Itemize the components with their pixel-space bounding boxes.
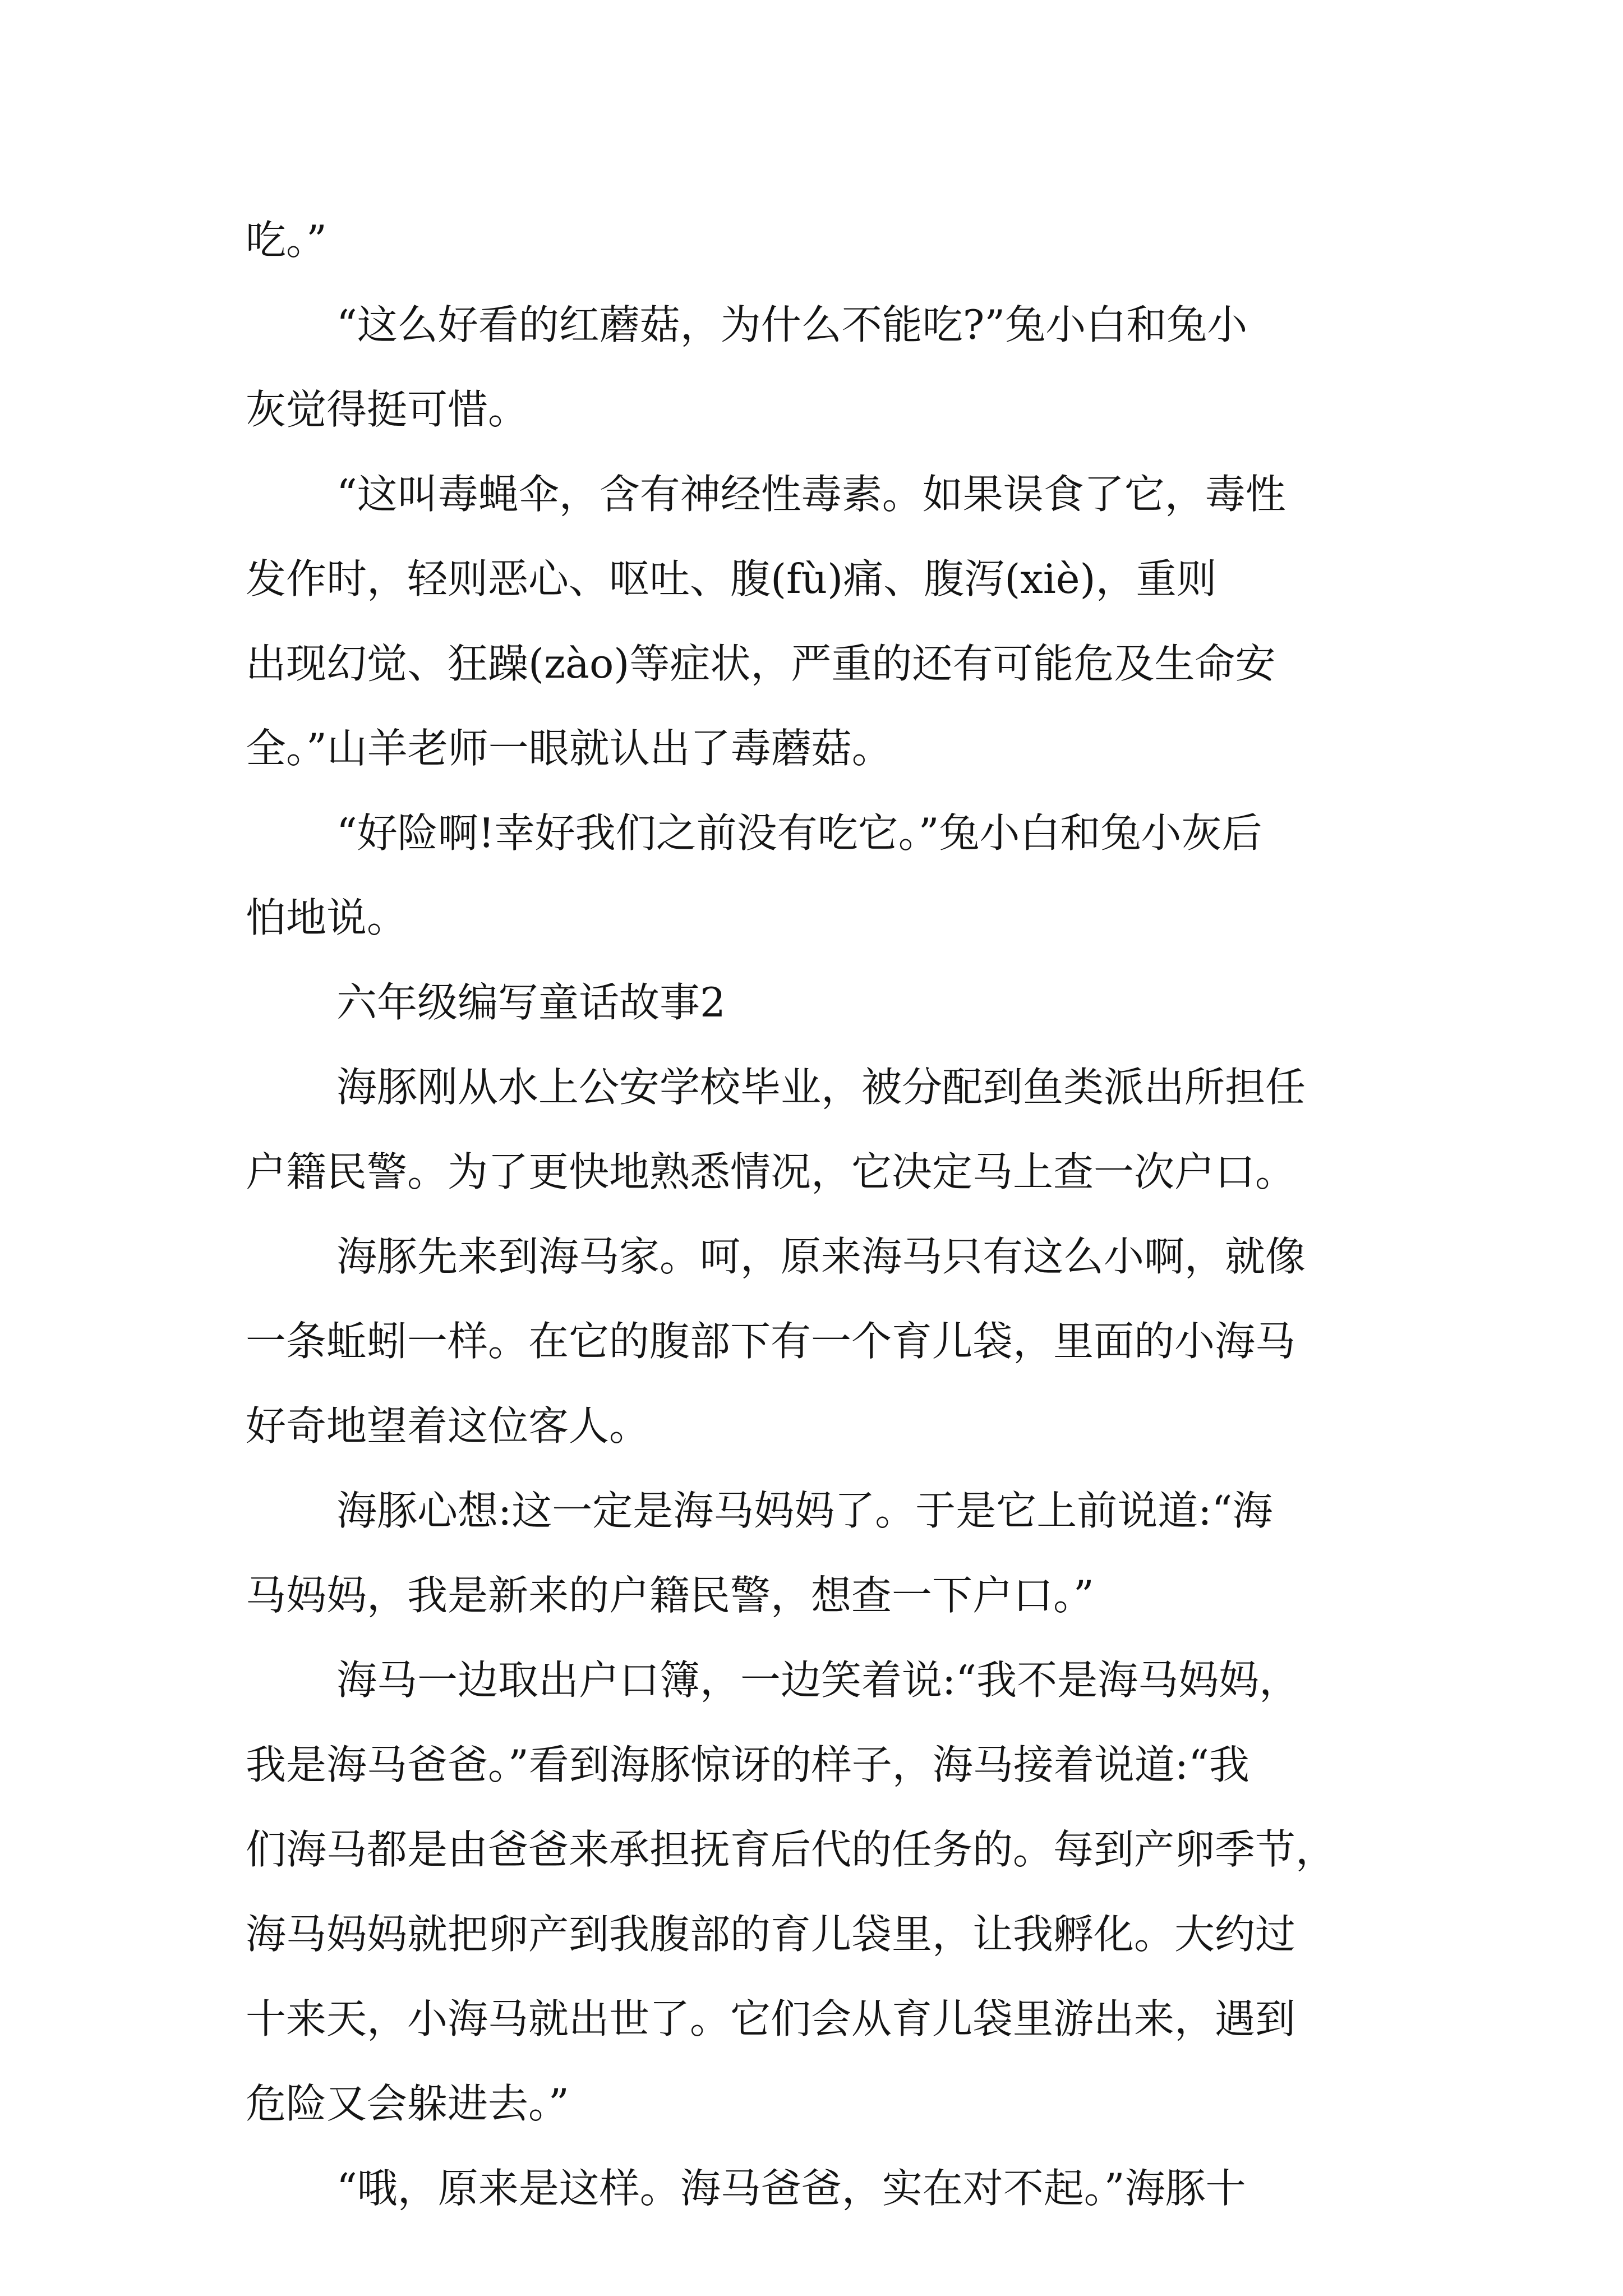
text-line-19: 我是海马爸爸。”看到海豚惊讶的样子，海马接着说道:“我 bbox=[246, 1741, 1249, 1788]
text-line-3: 灰觉得挺可惜。 bbox=[246, 386, 529, 433]
text-line-20: 们海马都是由爸爸来承担抚育后代的任务的。每到产卵季节， bbox=[246, 1826, 1336, 1873]
text-line-2: “这么好看的红蘑菇，为什么不能吃?”兔小白和兔小 bbox=[336, 301, 1248, 348]
text-line-24: “哦，原来是这样。海马爸爸，实在对不起。”海豚十 bbox=[336, 2165, 1246, 2212]
text-line-7: 全。”山羊老师一眼就认出了毒蘑菇。 bbox=[246, 725, 892, 772]
text-line-1: 吃。” bbox=[246, 217, 327, 264]
text-line-13: 海豚先来到海马家。呵，原来海马只有这么小啊，就像 bbox=[336, 1233, 1306, 1280]
text-line-21: 海马妈妈就把卵产到我腹部的育儿袋里，让我孵化。大约过 bbox=[246, 1911, 1296, 1958]
text-line-12: 户籍民警。为了更快地熟悉情况，它决定马上查一次户口。 bbox=[246, 1148, 1296, 1195]
text-line-8: “好险啊!幸好我们之前没有吃它。”兔小白和兔小灰后 bbox=[336, 809, 1262, 857]
text-line-16: 海豚心想:这一定是海马妈妈了。于是它上前说道:“海 bbox=[336, 1487, 1273, 1534]
text-line-4: “这叫毒蝇伞，含有神经性毒素。如果误食了它，毒性 bbox=[336, 471, 1286, 518]
text-line-11: 海豚刚从水上公安学校毕业，被分配到鱼类派出所担任 bbox=[336, 1064, 1306, 1111]
text-line-17: 马妈妈，我是新来的户籍民警，想查一下户口。” bbox=[246, 1572, 1094, 1619]
text-line-22: 十来天，小海马就出世了。它们会从育儿袋里游出来，遇到 bbox=[246, 1995, 1296, 2042]
section-heading: 六年级编写童话故事2 bbox=[336, 979, 726, 1026]
text-line-14: 一条蚯蚓一样。在它的腹部下有一个育儿袋，里面的小海马 bbox=[246, 1318, 1296, 1365]
text-line-23: 危险又会躲进去。” bbox=[246, 2080, 569, 2127]
text-line-15: 好奇地望着这位客人。 bbox=[246, 1402, 650, 1450]
text-line-9: 怕地说。 bbox=[246, 894, 408, 941]
text-line-18: 海马一边取出户口簿，一边笑着说:“我不是海马妈妈， bbox=[336, 1657, 1300, 1704]
text-line-5: 发作时，轻则恶心、呕吐、腹(fù)痛、腹泻(xiè)，重则 bbox=[246, 555, 1217, 602]
text-line-6: 出现幻觉、狂躁(zào)等症状，严重的还有可能危及生命安 bbox=[246, 640, 1276, 687]
